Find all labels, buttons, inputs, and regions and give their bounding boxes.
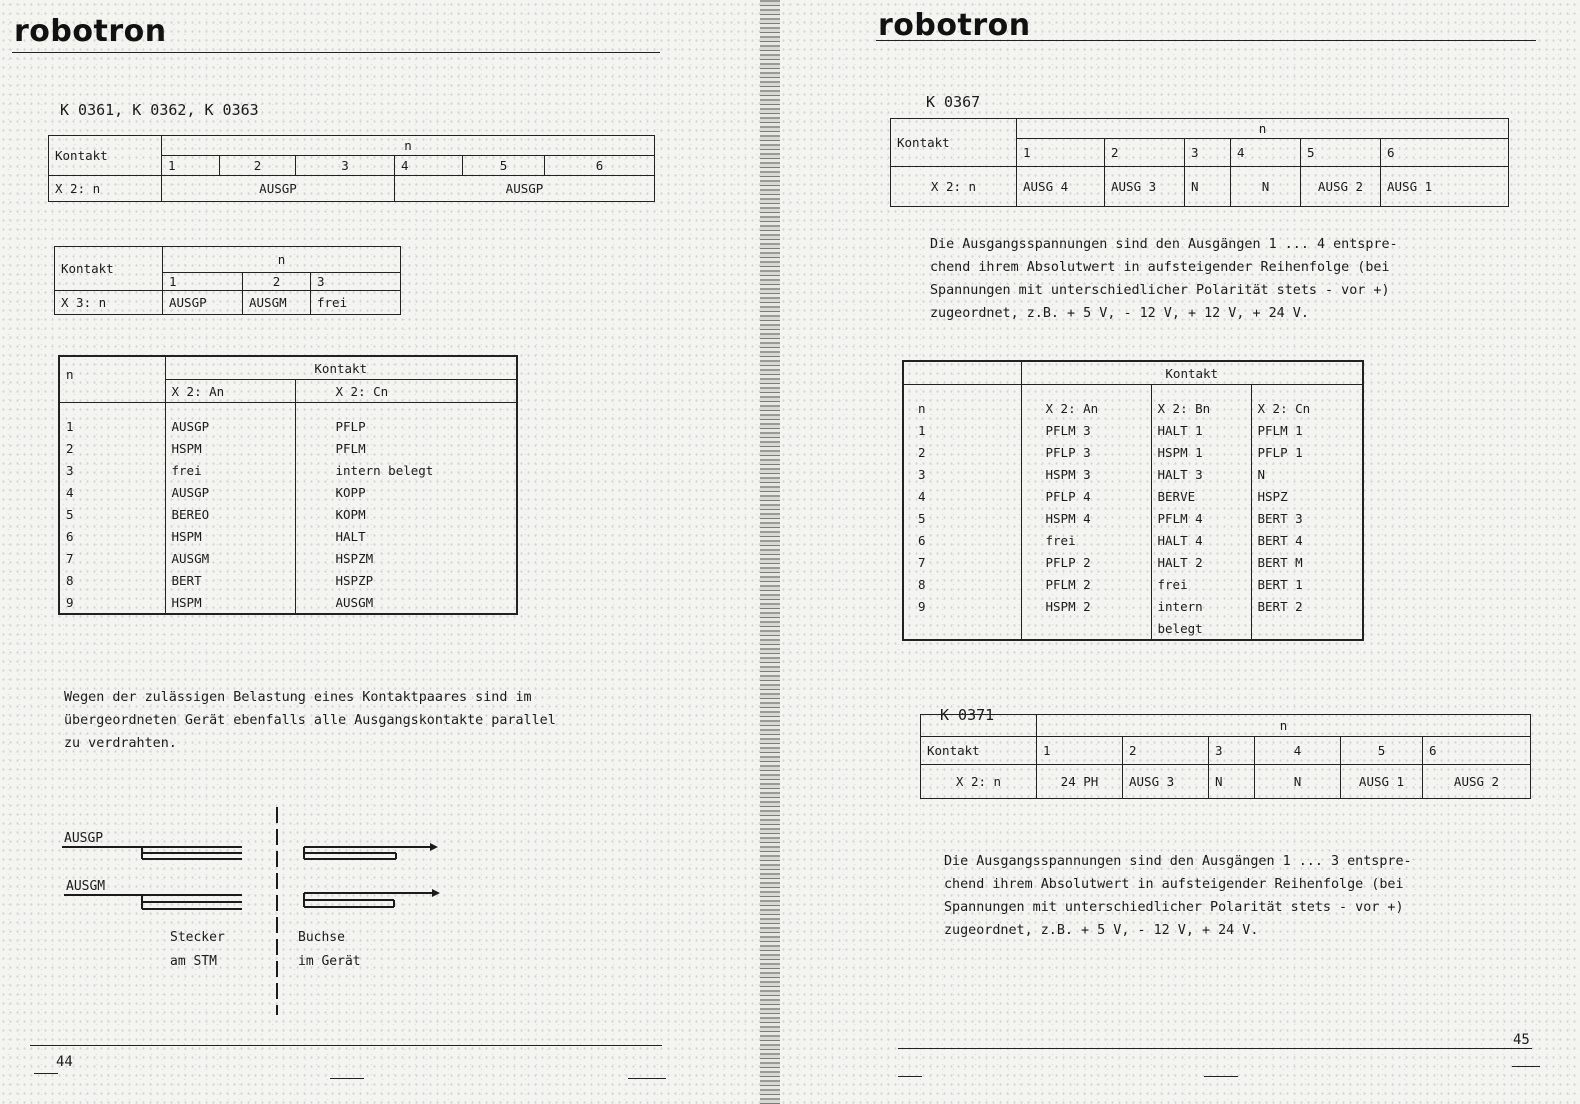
an-value: HSPM (165, 591, 295, 614)
table-row (903, 419, 1363, 441)
col-3: 3 (1209, 737, 1255, 765)
pin-number: 7 (59, 547, 165, 569)
cn-value: HSPZM (295, 547, 517, 569)
n-header: n (163, 247, 401, 273)
value-2: AUSGM (243, 291, 311, 315)
col-6: 6 (1423, 737, 1531, 765)
n-header: n (1037, 715, 1531, 737)
footer-mark (1512, 1066, 1540, 1067)
note-line-1: Die Ausgangsspannungen sind den Ausgängen 1 ... 4 entspre- (930, 237, 1398, 252)
label-ausgp: AUSGP (64, 831, 104, 846)
cn-value: BERT 1 (1251, 573, 1363, 595)
value-2: AUSG 3 (1105, 167, 1185, 207)
kontakt-header: Kontakt (49, 136, 162, 176)
footer-mark (330, 1078, 364, 1079)
an-value: BERT (165, 569, 295, 591)
blank-header (903, 361, 1021, 385)
cn-value: N (1251, 463, 1363, 485)
group-2-value: AUSGP (395, 176, 655, 202)
an-value: AUSGP (165, 481, 295, 503)
col-5: 5 (1301, 139, 1381, 167)
footer-mark (898, 1076, 922, 1077)
value-6: AUSG 1 (1381, 167, 1509, 207)
voltage-note-2 (944, 850, 1412, 942)
footer-mark (34, 1073, 58, 1074)
an-value: HSPM 3 (1021, 463, 1151, 485)
caption-buchse-line-1: Buchse (298, 930, 345, 945)
col-3: 3 (1185, 139, 1231, 167)
cn-value: AUSGM (295, 591, 517, 614)
table-row (903, 463, 1363, 485)
footer-mark (1204, 1076, 1238, 1077)
an-value: frei (165, 459, 295, 481)
pin-assignment-table-k0367 (902, 360, 1364, 641)
pin-number: 8 (59, 569, 165, 591)
cn-value: BERT 2 (1251, 595, 1363, 617)
value-6: AUSG 2 (1423, 765, 1531, 799)
value-1: AUSG 4 (1017, 167, 1105, 207)
value-4: N (1255, 765, 1341, 799)
cn-value: BERT 3 (1251, 507, 1363, 529)
kontakt-header: Kontakt (921, 737, 1037, 765)
note-line-2: übergeordneten Gerät ebenfalls alle Ausgangskontakte parallel (64, 713, 556, 728)
col-1: 1 (162, 156, 220, 176)
an-value: PFLM 2 (1021, 573, 1151, 595)
left-page (0, 0, 760, 1104)
table-row (59, 481, 517, 503)
row-label: X 3: n (55, 291, 163, 315)
col-4: 4 (1255, 737, 1341, 765)
cn-value: BERT 4 (1251, 529, 1363, 551)
brand-logo: robotron (14, 14, 167, 49)
pin-number: 5 (59, 503, 165, 525)
value-3: frei (311, 291, 401, 315)
row-label: X 2: n (891, 167, 1017, 207)
value-2: AUSG 3 (1123, 765, 1209, 799)
row-label: X 2: n (49, 176, 162, 202)
table-row (59, 437, 517, 459)
value-5: AUSG 2 (1301, 167, 1381, 207)
an-value: PFLP 2 (1021, 551, 1151, 573)
col-3: 3 (311, 273, 401, 291)
bn-value: belegt (1151, 617, 1251, 640)
col-an-header: X 2: An (1021, 385, 1151, 420)
contact-table-k0371 (920, 714, 1531, 799)
cn-value: HSPZP (295, 569, 517, 591)
note-line-1: Die Ausgangsspannungen sind den Ausgängen 1 ... 3 entspre- (944, 854, 1412, 869)
value-5: AUSG 1 (1341, 765, 1423, 799)
col-1: 1 (1037, 737, 1123, 765)
footer-rule (30, 1045, 662, 1046)
note-line-3: zu verdrahten. (64, 736, 177, 751)
kontakt-header: Kontakt (55, 247, 163, 291)
pin-number: 4 (903, 485, 1021, 507)
an-value: PFLP 4 (1021, 485, 1151, 507)
table-row (59, 569, 517, 591)
footer-rule (898, 1048, 1532, 1049)
an-value: BEREO (165, 503, 295, 525)
col-2: 2 (1123, 737, 1209, 765)
bn-value: PFLM 4 (1151, 507, 1251, 529)
table-row (59, 503, 517, 525)
kontakt-header: Kontakt (1021, 361, 1363, 385)
kontakt-header: Kontakt (165, 356, 517, 380)
table-row (903, 441, 1363, 463)
table-row (59, 459, 517, 481)
bn-value: HALT 2 (1151, 551, 1251, 573)
an-value: frei (1021, 529, 1151, 551)
col-4: 4 (1231, 139, 1301, 167)
table-row (59, 547, 517, 569)
caption-stecker-line-1: Stecker (170, 930, 225, 945)
note-line-3: Spannungen mit unterschiedlicher Polarität stets - vor +) (930, 283, 1390, 298)
cn-value: PFLP 1 (1251, 441, 1363, 463)
label-ausgm: AUSGM (66, 879, 106, 894)
footer-mark (628, 1078, 666, 1079)
an-value: PFLP 3 (1021, 441, 1151, 463)
kontakt-header: Kontakt (891, 119, 1017, 167)
pin-number: 4 (59, 481, 165, 503)
cn-value: PFLP (295, 403, 517, 438)
cn-value: BERT M (1251, 551, 1363, 573)
pin-number: 1 (59, 403, 165, 438)
table-row (903, 507, 1363, 529)
an-value: AUSGM (165, 547, 295, 569)
pin-number: 9 (59, 591, 165, 614)
n-header: n (903, 385, 1021, 420)
bn-value: HALT 4 (1151, 529, 1251, 551)
blank-cell (921, 715, 1037, 737)
cn-value: KOPP (295, 481, 517, 503)
col-bn-header: X 2: Bn (1151, 385, 1251, 420)
table-row (903, 485, 1363, 507)
caption-buchse-line-2: im Gerät (298, 954, 361, 969)
cn-value: HALT (295, 525, 517, 547)
caption-stecker (170, 926, 225, 974)
an-value: AUSGP (165, 403, 295, 438)
cn-value: HSPZ (1251, 485, 1363, 507)
voltage-note-1 (930, 233, 1398, 325)
right-page (780, 0, 1580, 1104)
value-3: N (1209, 765, 1255, 799)
col-5: 5 (1341, 737, 1423, 765)
table-row (903, 617, 1363, 640)
value-1: AUSGP (163, 291, 243, 315)
note-line-2: chend ihrem Absolutwert in aufsteigender Reihenfolge (bei (930, 260, 1390, 275)
pin-number: 9 (903, 595, 1021, 617)
note-line-4: zugeordnet, z.B. + 5 V, - 12 V, + 24 V. (944, 923, 1259, 938)
table-row (59, 591, 517, 614)
table-row (903, 551, 1363, 573)
an-value: HSPM 2 (1021, 595, 1151, 617)
value-4: N (1231, 167, 1301, 207)
col-cn-header: X 2: Cn (295, 380, 517, 403)
pin-number: 6 (59, 525, 165, 547)
table-row (903, 529, 1363, 551)
page-number: 45 (1513, 1032, 1530, 1048)
bn-value: BERVE (1151, 485, 1251, 507)
wiring-note (64, 686, 556, 755)
note-line-4: zugeordnet, z.B. + 5 V, - 12 V, + 12 V, + 24 V. (930, 306, 1309, 321)
col-2: 2 (220, 156, 296, 176)
pin-assignment-table (58, 355, 518, 615)
section-heading-k0371: K 0371 (940, 706, 995, 724)
cn-value: KOPM (295, 503, 517, 525)
pin-number: 8 (903, 573, 1021, 595)
note-line-3: Spannungen mit unterschiedlicher Polarität stets - vor +) (944, 900, 1404, 915)
pin-number: 1 (903, 419, 1021, 441)
note-line-2: chend ihrem Absolutwert in aufsteigender Reihenfolge (bei (944, 877, 1404, 892)
an-value: PFLM 3 (1021, 419, 1151, 441)
note-line-1: Wegen der zulässigen Belastung eines Kontaktpaares sind im (64, 690, 532, 705)
col-6: 6 (545, 156, 655, 176)
row-label: X 2: n (921, 765, 1037, 799)
contact-table-x3 (54, 246, 401, 315)
section-heading: K 0361, K 0362, K 0363 (60, 101, 259, 119)
pin-number: 3 (59, 459, 165, 481)
col-5: 5 (463, 156, 545, 176)
blank-cell (903, 617, 1021, 640)
pin-number: 5 (903, 507, 1021, 529)
col-4: 4 (395, 156, 463, 176)
n-header: n (1017, 119, 1509, 139)
pin-number: 2 (903, 441, 1021, 463)
n-header: n (59, 356, 165, 403)
value-3: N (1185, 167, 1231, 207)
col-3: 3 (296, 156, 395, 176)
col-6: 6 (1381, 139, 1509, 167)
page-number: 44 (56, 1054, 73, 1070)
table-row (59, 525, 517, 547)
bn-value: intern (1151, 595, 1251, 617)
col-2: 2 (243, 273, 311, 291)
pin-number: 2 (59, 437, 165, 459)
brand-logo: robotron (878, 8, 1031, 43)
an-value: HSPM (165, 437, 295, 459)
table-row (903, 595, 1363, 617)
bn-value: HALT 3 (1151, 463, 1251, 485)
bn-value: HALT 1 (1151, 419, 1251, 441)
table-row (903, 573, 1363, 595)
pin-number: 6 (903, 529, 1021, 551)
col-an-header: X 2: An (165, 380, 295, 403)
col-cn-header: X 2: Cn (1251, 385, 1363, 420)
header-rule (876, 40, 1536, 41)
cn-value: PFLM (295, 437, 517, 459)
col-1: 1 (1017, 139, 1105, 167)
wiring-diagram (60, 805, 460, 1015)
contact-table-k0367 (890, 118, 1509, 207)
pin-number: 3 (903, 463, 1021, 485)
n-header: n (162, 136, 655, 156)
an-value: HSPM (165, 525, 295, 547)
bn-value: frei (1151, 573, 1251, 595)
pin-number: 7 (903, 551, 1021, 573)
book-gutter (760, 0, 780, 1104)
an-value: HSPM 4 (1021, 507, 1151, 529)
caption-buchse (298, 926, 361, 974)
contact-table-x2 (48, 135, 655, 202)
col-1: 1 (163, 273, 243, 291)
cn-value: intern belegt (295, 459, 517, 481)
value-1: 24 PH (1037, 765, 1123, 799)
caption-stecker-line-2: am STM (170, 954, 217, 969)
bn-value: HSPM 1 (1151, 441, 1251, 463)
blank-cell (1251, 617, 1363, 640)
section-heading-k0367: K 0367 (926, 93, 981, 111)
blank-cell (1021, 617, 1151, 640)
col-2: 2 (1105, 139, 1185, 167)
header-rule (12, 52, 660, 53)
group-1-value: AUSGP (162, 176, 395, 202)
table-row (59, 403, 517, 438)
cn-value: PFLM 1 (1251, 419, 1363, 441)
